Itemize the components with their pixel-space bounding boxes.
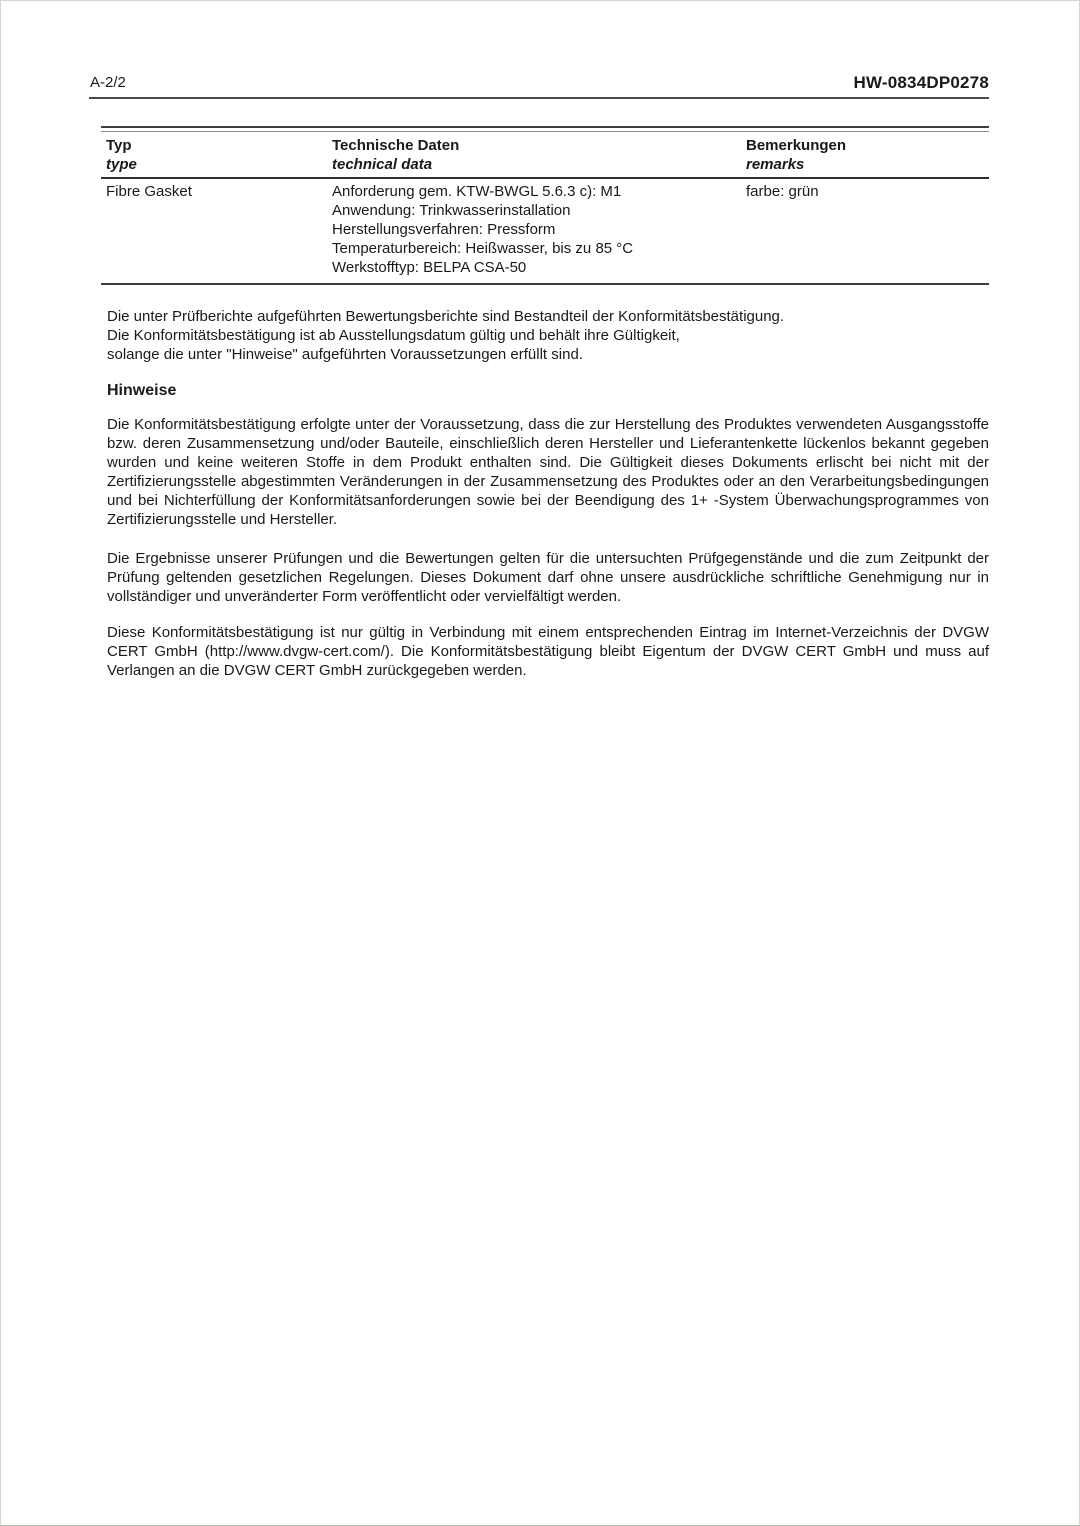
column-header-bemerkungen bbox=[746, 136, 989, 174]
intro-paragraph bbox=[107, 307, 989, 364]
cell-remarks: farbe: grün bbox=[746, 183, 819, 200]
document-number: HW-0834DP0278 bbox=[853, 73, 989, 92]
technical-data-line: Herstellungsverfahren: Pressform bbox=[332, 221, 556, 238]
notes-paragraph-3: Diese Konformitätsbestätigung ist nur gültig in Verbindung mit einem entsprechenden Eintrag im Internet-Verzeichnis der DVGW CERT GmbH (http://www.dvgw-cert.com/). Die Konformitätsbestätigung bleibt Eigentum der DVGW CERT GmbH und muss auf Verlangen an die DVGW CERT GmbH zurückgegeben werden. bbox=[107, 624, 989, 679]
table-row bbox=[101, 179, 989, 283]
page-header bbox=[90, 73, 989, 92]
cell-type: Fibre Gasket bbox=[106, 183, 192, 200]
column-subtitle: remarks bbox=[746, 156, 805, 173]
column-subtitle: technical data bbox=[332, 156, 433, 173]
technical-data-line: Anwendung: Trinkwasserinstallation bbox=[332, 202, 571, 219]
column-title: Typ bbox=[106, 137, 132, 154]
intro-line: Die Konformitätsbestätigung ist ab Ausstellungsdatum gültig und behält ihre Gültigkeit, bbox=[107, 327, 680, 344]
technical-data-line: Anforderung gem. KTW-BWGL 5.6.3 c): M1 bbox=[332, 183, 622, 200]
page-number: A-2/2 bbox=[90, 74, 126, 91]
notes-paragraph-1: Die Konformitätsbestätigung erfolgte unter der Voraussetzung, dass die zur Herstellung des Produktes verwendeten Ausgangsstoffe bzw. deren Zusammensetzung und/oder Bauteile, einschließlich deren Hersteller und Lieferantenkette lückenlos bekannt gegeben wurden und keine weiteren Stoffe in dem Produkt enthalten sind. Die Gültigkeit dieses Dokuments erlischt bei nicht mit der Zertifizierungsstelle abgestimmten Veränderungen in der Zusammensetzung des Produktes oder an den Verarbeitungsbedingungen und bei Nichterfüllung der Konformitätsanforderungen sowie bei der Beendigung des 1+ -System Überwachungsprogrammes von Zertifizierungsstelle und Hersteller. bbox=[107, 416, 989, 528]
header-rule bbox=[89, 97, 989, 99]
intro-line: Die unter Prüfberichte aufgeführten Bewertungsberichte sind Bestandteil der Konformitätsbestätigung. bbox=[107, 308, 785, 325]
column-subtitle: type bbox=[106, 156, 137, 173]
intro-line: solange die unter "Hinweise" aufgeführten Voraussetzungen erfüllt sind. bbox=[107, 346, 583, 363]
column-title: Technische Daten bbox=[332, 137, 460, 154]
notes-paragraph-2: Die Ergebnisse unserer Prüfungen und die Bewertungen gelten für die untersuchten Prüfgegenstände und die zum Zeitpunkt der Prüfung geltenden gesetzlichen Regelungen. Dieses Dokument darf ohne unsere ausdrückliche schriftliche Genehmigung nur in vollständiger und unveränderter Form veröffentlicht oder vervielfältigt werden. bbox=[107, 550, 989, 605]
column-header-technische-daten bbox=[332, 136, 746, 174]
technical-data-line: Werkstofftyp: BELPA CSA-50 bbox=[332, 259, 527, 276]
table-bottom-border bbox=[101, 283, 989, 285]
table-header-row bbox=[101, 132, 989, 177]
column-header-typ bbox=[101, 136, 332, 174]
technical-data-line: Temperaturbereich: Heißwasser, bis zu 85 °C bbox=[332, 240, 634, 257]
spec-table bbox=[101, 126, 989, 285]
column-title: Bemerkungen bbox=[746, 137, 847, 154]
notes-heading: Hinweise bbox=[107, 382, 177, 399]
cell-technical-data bbox=[332, 182, 746, 277]
